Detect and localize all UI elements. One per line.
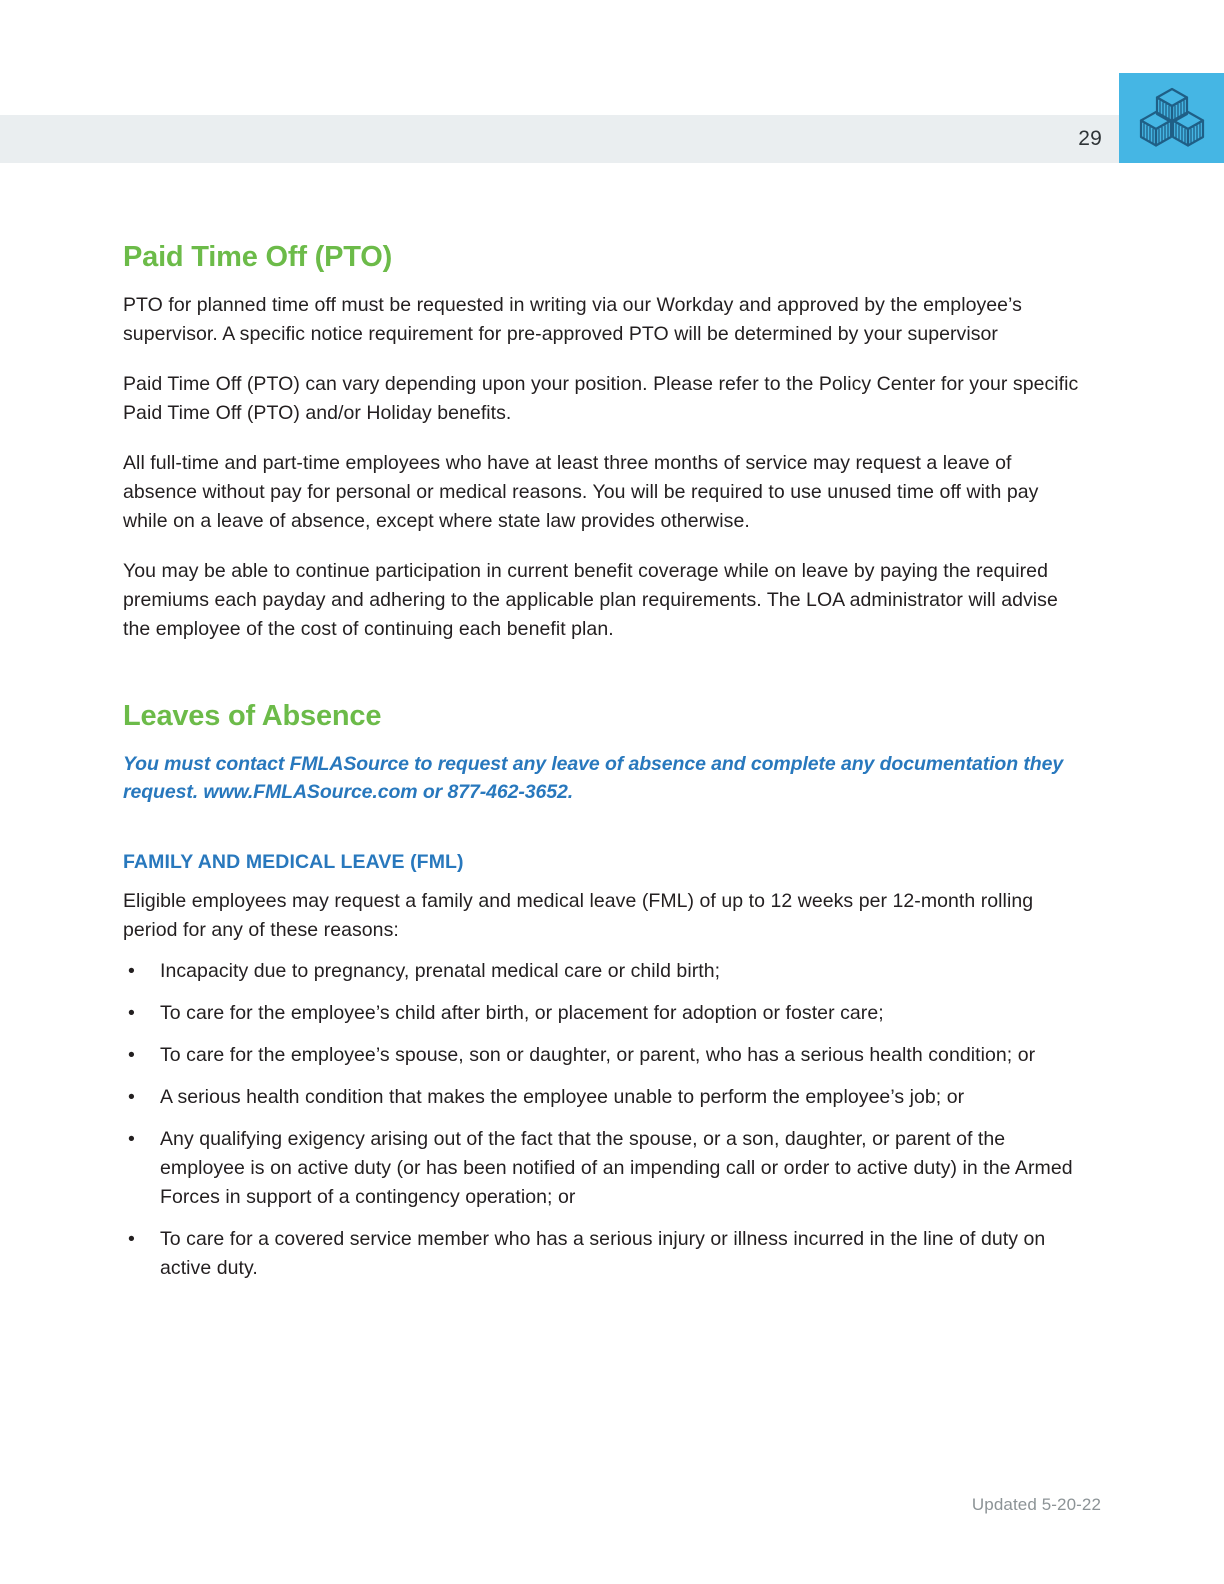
- pto-paragraph-4: You may be able to continue participation in current benefit coverage while on leave by paying the required premiums each payday and adhering to the applicable plan requirements. The LOA administrator will advise the employee of the cost of continuing each benefit plan.: [123, 560, 1058, 640]
- list-item: [123, 1083, 1088, 1112]
- bullet-icon: •: [128, 1128, 135, 1150]
- bullet-icon: •: [128, 960, 135, 982]
- fml-intro-paragraph: Eligible employees may request a family and medical leave (FML) of up to 12 weeks per 12-month rolling period for any of these reasons:: [123, 890, 1034, 941]
- page-number: 29: [1078, 127, 1102, 150]
- list-item-text: To care for the employee’s child after birth, or placement for adoption or foster care;: [160, 1002, 884, 1024]
- pto-paragraph-3: All full-time and part-time employees who have at least three months of service may request a leave of absence without pay for personal or medical reasons. You will be required to use unused time off with pay while on a leave of absence, except where state law provides otherwise.: [123, 452, 1039, 532]
- list-item: [123, 999, 1088, 1028]
- bullet-icon: •: [128, 1044, 135, 1066]
- list-item-text: Incapacity due to pregnancy, prenatal medical care or child birth;: [160, 960, 721, 982]
- list-item: [123, 957, 1088, 986]
- footer-updated-date: Updated 5-20-22: [971, 1495, 1101, 1514]
- fml-reasons-list: [123, 957, 1088, 1283]
- fml-subtitle: FAMILY AND MEDICAL LEAVE (FML): [123, 851, 464, 873]
- list-item-text: To care for a covered service member who has a serious injury or illness incurred in the line of duty on active duty.: [160, 1228, 1046, 1279]
- bullet-icon: •: [128, 1086, 135, 1108]
- page-title: Paid Time Off (PTO): [123, 241, 393, 273]
- company-logo: [1119, 73, 1224, 163]
- list-item: [123, 1225, 1088, 1283]
- bullet-icon: •: [128, 1002, 135, 1024]
- list-item-text: A serious health condition that makes the employee unable to perform the employee’s job; or: [160, 1086, 965, 1108]
- list-item: [123, 1041, 1088, 1070]
- list-item: [123, 1125, 1088, 1212]
- leaves-of-absence-title: Leaves of Absence: [123, 700, 382, 732]
- pto-paragraph-1: PTO for planned time off must be requested in writing via our Workday and approved by the employee’s supervisor. A specific notice requirement for pre-approved PTO will be determined by your supervisor: [123, 294, 1022, 345]
- bullet-icon: •: [128, 1228, 135, 1250]
- fmlasource-callout: You must contact FMLASource to request any leave of absence and complete any documentation they request. www.FMLASource.com or 877-462-3652.: [123, 753, 1064, 803]
- list-item-text: Any qualifying exigency arising out of the fact that the spouse, or a son, daughter, or parent of the employee is on active duty (or has been notified of an impending call or order to active duty) in the Armed Forces in support of a contingency operation; or: [160, 1128, 1073, 1208]
- list-item-text: To care for the employee’s spouse, son or daughter, or parent, who has a serious health condition; or: [160, 1044, 1036, 1066]
- document-content: [123, 240, 1088, 1296]
- pto-paragraph-2: Paid Time Off (PTO) can vary depending upon your position. Please refer to the Policy Center for your specific Paid Time Off (PTO) and/or Holiday benefits.: [123, 373, 1079, 424]
- header-band: [0, 115, 1224, 163]
